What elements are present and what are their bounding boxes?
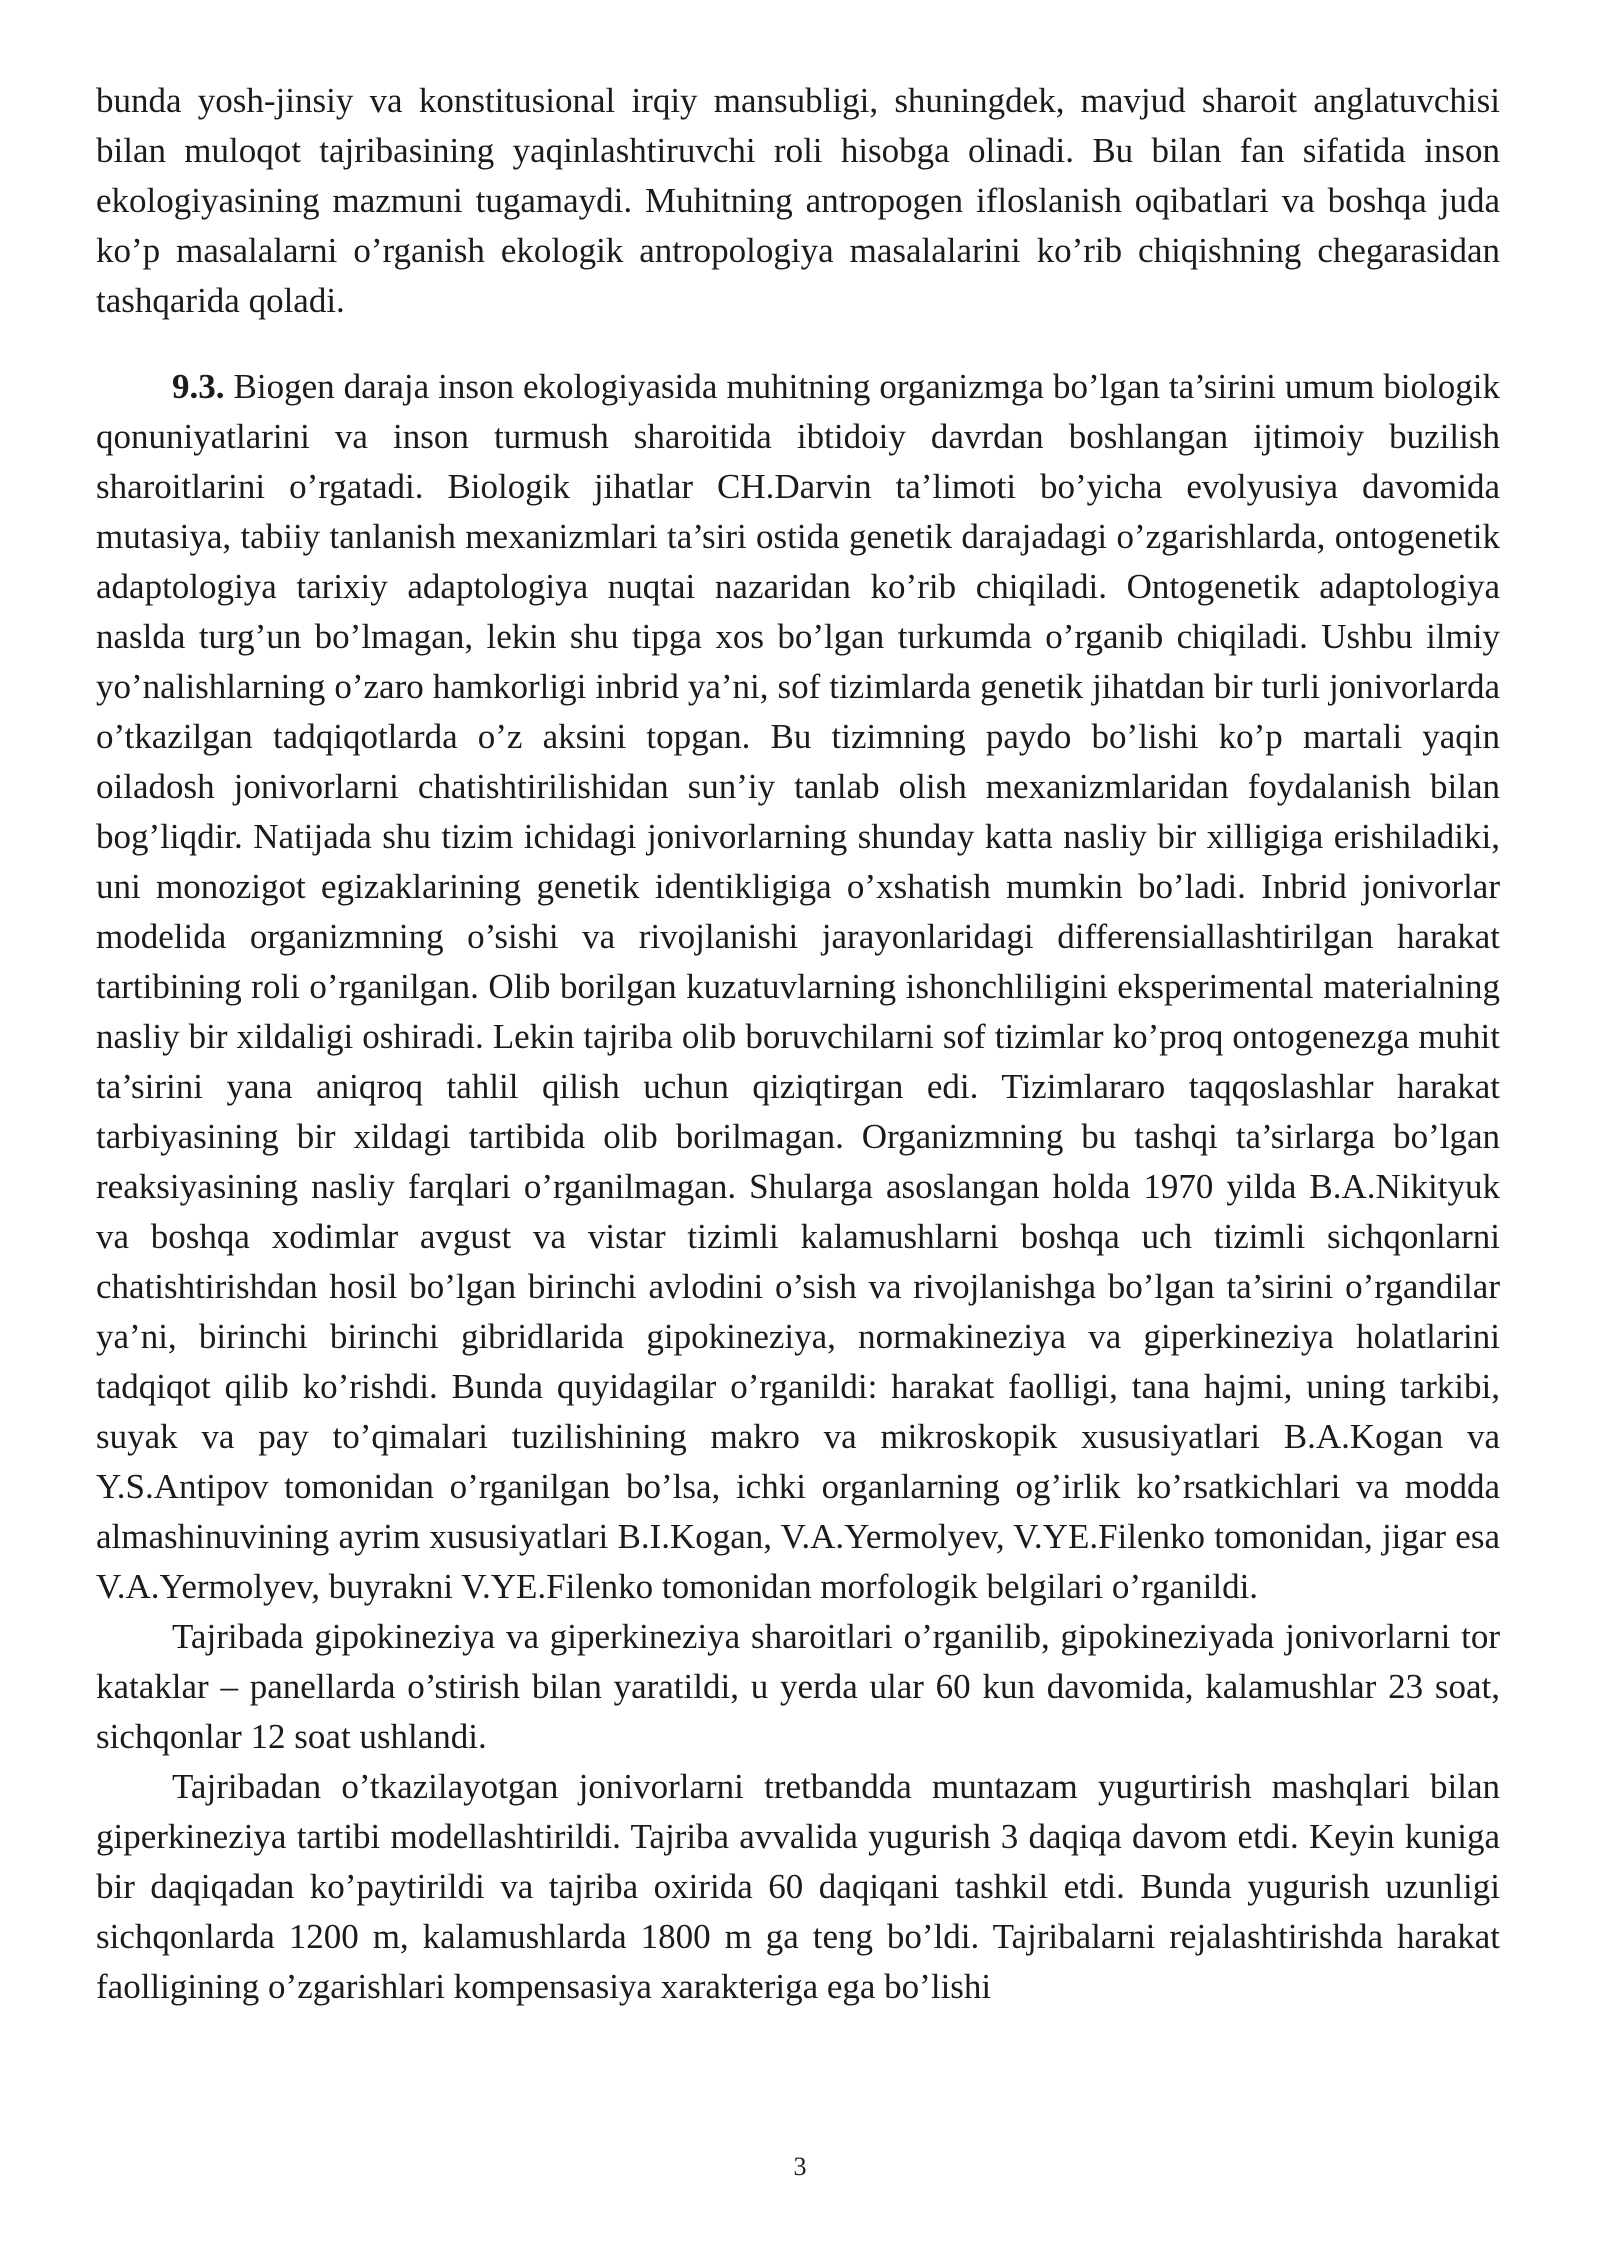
paragraph-experiment-conditions: Tajribada gipokineziya va giperkineziya sharoitlari o’rganilib, gipokineziyada jonivorlarni tor kataklar – panellarda o’stirish bilan yaratildi, u yerda ular 60 kun davomida, kalamushlar 23 soat, sichqonlar 12 soat ushlandi. — [96, 1617, 1500, 1756]
paragraph-hyperkinesia-model: Tajribadan o’tkazilayotgan jonivorlarni tretbandda muntazam yugurtirish mashqlari bilan giperkineziya tartibi modellashtirildi. Tajriba avvalida yugurish 3 daqiqa davom etdi. Keyin kuniga bir daqiqadan ko’paytirildi va tajriba oxirida 60 daqiqani tashkil etdi. Bunda yugurish uzunligi sichqonlarda 1200 m, kalamushlarda 1800 m ga teng bo’ldi. Tajribalarni rejalashtirishda harakat faolligining o’zgarishlari kompensasiya xarakteriga ega bo’lishi — [96, 1767, 1500, 2006]
document-page — [96, 76, 1500, 2012]
page-number: 3 — [793, 2152, 807, 2181]
section-number: 9.3. — [172, 367, 225, 406]
paragraph-section-9-3 — [96, 362, 1500, 1612]
section-9-3-text: Biogen daraja inson ekologiyasida muhitning organizmga bo’lgan ta’sirini umum biologik qonuniyatlarini va inson turmush sharoitida ibtidoiy davrdan boshlangan ijtimoiy buzilish sharoitlarini o’rgatadi. Biologik jihatlar CH.Darvin ta’limoti bo’yicha evolyusiya davomida mutasiya, tabiiy tanlanish mexanizmlari ta’siri ostida genetik darajadagi o’zgarishlarda, ontogenetik adaptologiya tarixiy adaptologiya nuqtai nazaridan ko’rib chiqiladi. Ontogenetik adaptologiya naslda turg’un bo’lmagan, lekin shu tipga xos bo’lgan turkumda o’rganib chiqiladi. Ushbu ilmiy yo’nalishlarning o’zaro hamkorligi inbrid ya’ni, sof tizimlarda genetik jihatdan bir turli jonivorlarda o’tkazilgan tadqiqotlarda o’z aksini topgan. Bu tizimning paydo bo’lishi ko’p martali yaqin oiladosh jonivorlarni chatishtirilishidan sun’iy tanlab olish mexanizmlaridan foydalanish bilan bog’liqdir. Natijada shu tizim ichidagi jonivorlarning shunday katta nasliy bir xilligiga erishiladiki, uni monozigot egizaklarining genetik identikligiga o’xshatish mumkin bo’ladi. Inbrid jonivorlar modelida organizmning o’sishi va rivojlanishi jarayonlaridagi differensiallashtirilgan harakat tartibining roli o’rganilgan. Olib borilgan kuzatuvlarning ishonchliligini eksperimental materialning nasliy bir xildaligi oshiradi. Lekin tajriba olib boruvchilarni sof tizimlar ko’proq ontogenezga muhit ta’sirini yana aniqroq tahlil qilish uchun qiziqtirgan edi. Tizimlararo taqqoslashlar harakat tarbiyasining bir xildagi tartibida olib borilmagan. Organizmning bu tashqi ta’sirlarga bo’lgan reaksiyasining nasliy farqlari o’rganilmagan. Shularga asoslangan holda 1970 yilda B.A.Nikityuk va boshqa xodimlar avgust va vistar tizimli kalamushlarni boshqa uch tizimli sichqonlarni chatishtirishdan hosil bo’lgan birinchi avlodini o’sish va rivojlanishga bo’lgan ta’sirini o’rgandilar ya’ni, birinchi birinchi gibridlarida gipokineziya, normakineziya va giperkineziya holatlarini tadqiqot qilib ko’rishdi. Bunda quyidagilar o’rganildi: harakat faolligi, tana hajmi, uning tarkibi, suyak va pay to’qimalari tuzilishining makro va mikroskopik xususiyatlari B.A.Kogan va Y.S.Antipov tomonidan o’rganilgan bo’lsa, ichki organlarning og’irlik ko’rsatkichlari va modda almashinuvining ayrim xususiyatlari B.I.Kogan, V.A.Yermolyev, V.YE.Filenko tomonidan, jigar esa V.A.Yermolyev, buyrakni V.YE.Filenko tomonidan morfologik belgilari o’rganildi. — [96, 367, 1500, 1606]
paragraph-continuation: bunda yosh-jinsiy va konstitusional irqiy mansubligi, shuningdek, mavjud sharoit anglatuvchisi bilan muloqot tajribasining yaqinlashtiruvchi roli hisobga olinadi. Bu bilan fan sifatida inson ekologiyasining mazmuni tugamaydi. Muhitning antropogen ifloslanish oqibatlari va boshqa juda ko’p masalalarni o’rganish ekologik antropologiya masalalarini ko’rib chiqishning chegarasidan tashqarida qoladi. — [96, 81, 1500, 320]
